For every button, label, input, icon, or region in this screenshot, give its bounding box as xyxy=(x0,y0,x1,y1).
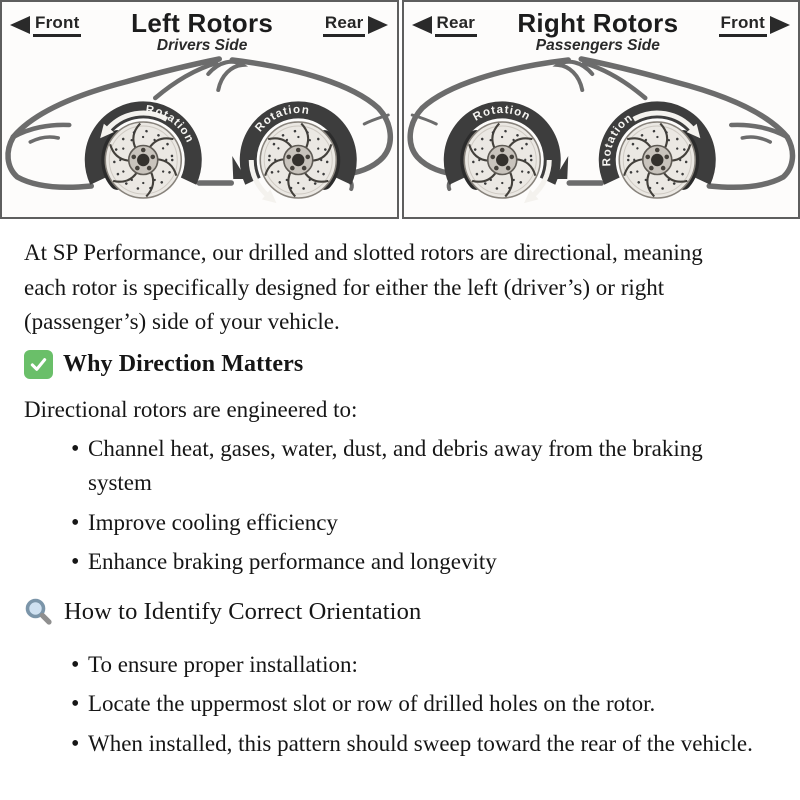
list-item: • Enhance braking performance and longevity xyxy=(71,545,760,580)
direction-label-text: Front xyxy=(33,13,81,37)
rotation-label: Rotation xyxy=(600,111,635,167)
direction-label-text: Rear xyxy=(435,13,478,37)
front-direction-label xyxy=(719,13,790,37)
rotation-label: Rotation xyxy=(253,103,311,135)
rotation-label: Rotation xyxy=(144,103,196,146)
rotation-label: Rotation xyxy=(470,103,533,124)
section-heading-identify-orientation xyxy=(24,597,772,627)
arrow-left-icon xyxy=(412,16,432,34)
magnifier-emoji-icon xyxy=(24,597,54,627)
panel-title: Left Rotors xyxy=(131,8,274,38)
panel-subtitle: Drivers Side xyxy=(156,37,248,55)
section-heading-text: Why Direction Matters xyxy=(63,350,304,377)
list-item: • When installed, this pattern should sweep toward the rear of the vehicle. xyxy=(71,727,760,762)
diagram-panel-right xyxy=(402,0,800,219)
check-emoji-icon xyxy=(24,350,53,379)
list-item: • To ensure proper installation: xyxy=(71,648,760,683)
car-illustration-right xyxy=(404,53,799,216)
car-illustration-left xyxy=(2,53,397,216)
rotor-direction-diagram xyxy=(0,0,800,219)
arrow-right-icon xyxy=(770,16,790,34)
panel-title: Right Rotors xyxy=(517,8,679,38)
rear-direction-label xyxy=(323,13,389,37)
left-panel-title-block xyxy=(131,10,273,55)
rear-direction-label xyxy=(412,13,478,37)
list-item: • Locate the uppermost slot or row of drilled holes on the rotor. xyxy=(71,687,760,722)
left-panel-header xyxy=(2,2,397,55)
list-item: • Improve cooling efficiency xyxy=(71,506,760,541)
direction-label-text: Front xyxy=(719,13,767,37)
right-panel-header xyxy=(404,2,799,55)
section-heading-why-direction-matters xyxy=(24,350,772,379)
front-direction-label xyxy=(10,13,81,37)
intro-paragraph: At SP Performance, our drilled and slotted rotors are directional, meaning each rotor is specifically designed for either the left (driver’s) or right (passenger’s) side of your vehicle. xyxy=(24,240,703,334)
diagram-panel-left xyxy=(0,0,399,219)
panel-subtitle: Passengers Side xyxy=(535,37,660,55)
list-item: • Channel heat, gases, water, dust, and debris away from the braking system xyxy=(71,432,760,501)
article-content xyxy=(0,219,800,761)
arrow-left-icon xyxy=(10,16,30,34)
benefits-list xyxy=(24,432,772,580)
section-lead: Directional rotors are engineered to: xyxy=(24,396,358,422)
arrow-right-icon xyxy=(368,16,388,34)
orientation-list xyxy=(24,648,772,762)
direction-label-text: Rear xyxy=(323,13,366,37)
right-panel-title-block xyxy=(517,10,678,55)
section-heading-text: How to Identify Correct Orientation xyxy=(64,597,422,625)
